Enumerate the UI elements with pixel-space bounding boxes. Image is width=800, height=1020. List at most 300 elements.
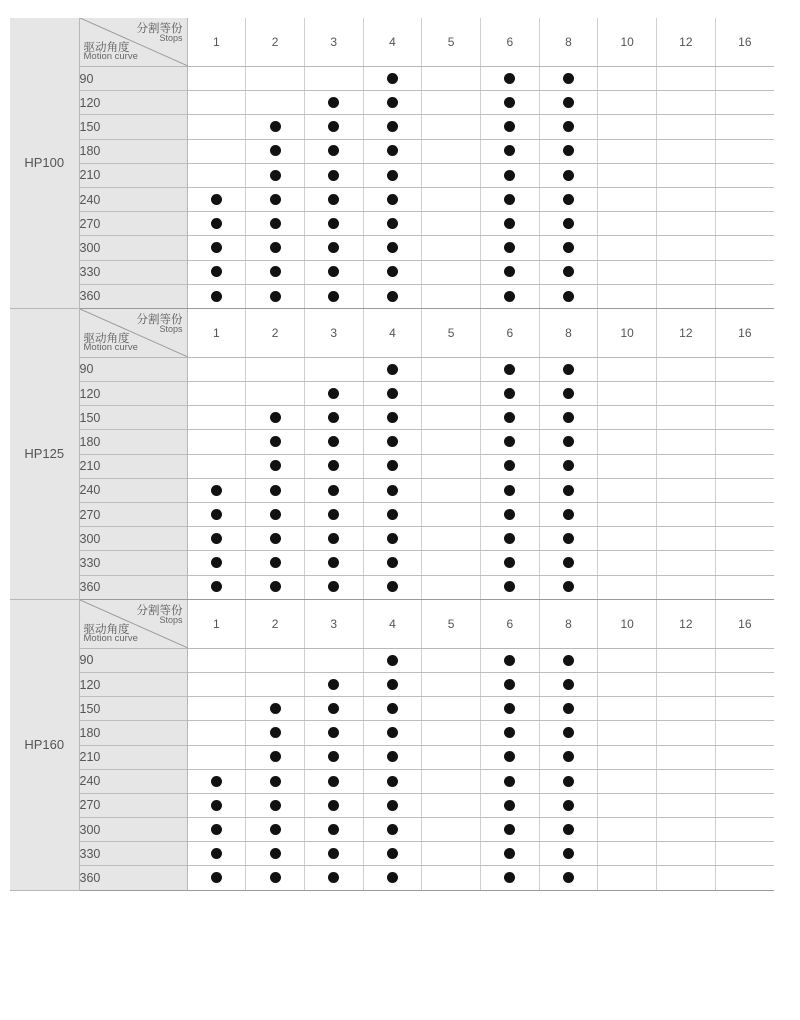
- availability-cell: [304, 697, 363, 721]
- availability-cell: [715, 745, 774, 769]
- available-dot-icon: [504, 291, 515, 302]
- table-row: [10, 551, 774, 575]
- availability-cell: [363, 284, 422, 308]
- availability-cell: [246, 527, 305, 551]
- availability-cell: [657, 163, 716, 187]
- availability-cell: [539, 236, 598, 260]
- table-row: [10, 284, 774, 308]
- available-dot-icon: [328, 557, 339, 568]
- availability-cell: [715, 503, 774, 527]
- availability-cell: [715, 163, 774, 187]
- availability-cell: [480, 551, 539, 575]
- motion-angle-cell: 210: [79, 454, 187, 478]
- available-dot-icon: [563, 800, 574, 811]
- motion-angle-cell: 270: [79, 212, 187, 236]
- availability-cell: [422, 745, 481, 769]
- stops-column-header: 6: [480, 599, 539, 648]
- availability-cell: [363, 478, 422, 502]
- table-row: [10, 67, 774, 91]
- availability-cell: [657, 430, 716, 454]
- availability-cell: [715, 575, 774, 599]
- availability-cell: [304, 163, 363, 187]
- availability-cell: [480, 575, 539, 599]
- availability-cell: [539, 406, 598, 430]
- available-dot-icon: [328, 97, 339, 108]
- available-dot-icon: [387, 533, 398, 544]
- available-dot-icon: [270, 412, 281, 423]
- availability-cell: [187, 67, 246, 91]
- availability-cell: [598, 866, 657, 890]
- availability-cell: [657, 260, 716, 284]
- availability-cell: [715, 842, 774, 866]
- motion-angle-cell: 240: [79, 478, 187, 502]
- availability-cell: [539, 454, 598, 478]
- available-dot-icon: [504, 703, 515, 714]
- available-dot-icon: [387, 436, 398, 447]
- header-corner-cell: [79, 308, 187, 357]
- availability-cell: [598, 769, 657, 793]
- availability-cell: [246, 866, 305, 890]
- available-dot-icon: [504, 800, 515, 811]
- available-dot-icon: [563, 460, 574, 471]
- availability-cell: [657, 503, 716, 527]
- available-dot-icon: [387, 170, 398, 181]
- available-dot-icon: [504, 485, 515, 496]
- availability-cell: [715, 187, 774, 211]
- motion-angle-cell: 120: [79, 91, 187, 115]
- motion-angle-cell: 300: [79, 818, 187, 842]
- motion-angle-cell: 300: [79, 236, 187, 260]
- available-dot-icon: [211, 485, 222, 496]
- stops-column-header: 10: [598, 18, 657, 67]
- available-dot-icon: [211, 218, 222, 229]
- availability-cell: [657, 842, 716, 866]
- availability-cell: [598, 67, 657, 91]
- stops-column-header: 1: [187, 599, 246, 648]
- table-row: [10, 648, 774, 672]
- availability-cell: [246, 672, 305, 696]
- available-dot-icon: [328, 533, 339, 544]
- availability-cell: [363, 187, 422, 211]
- availability-cell: [422, 187, 481, 211]
- available-dot-icon: [504, 751, 515, 762]
- available-dot-icon: [270, 848, 281, 859]
- available-dot-icon: [387, 679, 398, 690]
- availability-cell: [304, 212, 363, 236]
- available-dot-icon: [328, 485, 339, 496]
- stops-column-header: 2: [246, 18, 305, 67]
- availability-cell: [539, 163, 598, 187]
- available-dot-icon: [387, 460, 398, 471]
- availability-cell: [480, 67, 539, 91]
- available-dot-icon: [270, 800, 281, 811]
- availability-cell: [598, 745, 657, 769]
- availability-cell: [187, 745, 246, 769]
- available-dot-icon: [563, 242, 574, 253]
- available-dot-icon: [328, 824, 339, 835]
- availability-cell: [187, 842, 246, 866]
- available-dot-icon: [563, 581, 574, 592]
- availability-cell: [422, 163, 481, 187]
- available-dot-icon: [563, 872, 574, 883]
- availability-cell: [657, 357, 716, 381]
- stops-column-header: 4: [363, 18, 422, 67]
- available-dot-icon: [270, 727, 281, 738]
- available-dot-icon: [270, 266, 281, 277]
- availability-cell: [422, 236, 481, 260]
- availability-cell: [539, 793, 598, 817]
- availability-cell: [187, 575, 246, 599]
- availability-cell: [246, 793, 305, 817]
- availability-cell: [304, 866, 363, 890]
- availability-cell: [598, 115, 657, 139]
- available-dot-icon: [387, 557, 398, 568]
- availability-cell: [715, 236, 774, 260]
- availability-cell: [187, 697, 246, 721]
- availability-cell: [598, 406, 657, 430]
- motion-angle-cell: 360: [79, 575, 187, 599]
- available-dot-icon: [563, 266, 574, 277]
- available-dot-icon: [211, 533, 222, 544]
- stops-column-header: 1: [187, 308, 246, 357]
- availability-cell: [246, 382, 305, 406]
- available-dot-icon: [504, 655, 515, 666]
- availability-cell: [657, 139, 716, 163]
- available-dot-icon: [563, 655, 574, 666]
- motion-angle-cell: 330: [79, 260, 187, 284]
- motion-angle-cell: 180: [79, 721, 187, 745]
- availability-cell: [539, 745, 598, 769]
- availability-cell: [363, 551, 422, 575]
- table-row: [10, 793, 774, 817]
- available-dot-icon: [563, 145, 574, 156]
- availability-cell: [304, 187, 363, 211]
- availability-cell: [715, 406, 774, 430]
- availability-cell: [422, 575, 481, 599]
- availability-cell: [480, 212, 539, 236]
- availability-cell: [187, 866, 246, 890]
- availability-cell: [304, 430, 363, 454]
- availability-cell: [304, 527, 363, 551]
- availability-cell: [539, 430, 598, 454]
- available-dot-icon: [211, 194, 222, 205]
- availability-cell: [363, 91, 422, 115]
- availability-cell: [715, 818, 774, 842]
- availability-cell: [657, 115, 716, 139]
- availability-cell: [187, 648, 246, 672]
- availability-cell: [715, 115, 774, 139]
- available-dot-icon: [563, 291, 574, 302]
- availability-cell: [422, 793, 481, 817]
- availability-cell: [480, 745, 539, 769]
- availability-cell: [246, 430, 305, 454]
- availability-cell: [304, 672, 363, 696]
- motion-angle-cell: 90: [79, 357, 187, 381]
- availability-cell: [480, 478, 539, 502]
- availability-cell: [304, 236, 363, 260]
- availability-cell: [598, 842, 657, 866]
- available-dot-icon: [328, 194, 339, 205]
- motion-angle-cell: 150: [79, 697, 187, 721]
- available-dot-icon: [328, 436, 339, 447]
- availability-cell: [598, 212, 657, 236]
- table-row: [10, 163, 774, 187]
- availability-cell: [246, 260, 305, 284]
- motion-angle-cell: 330: [79, 842, 187, 866]
- available-dot-icon: [504, 170, 515, 181]
- available-dot-icon: [387, 776, 398, 787]
- available-dot-icon: [387, 242, 398, 253]
- availability-cell: [480, 721, 539, 745]
- availability-cell: [246, 406, 305, 430]
- availability-cell: [539, 67, 598, 91]
- availability-cell: [480, 260, 539, 284]
- stops-label-cn: 分割等份: [136, 313, 183, 326]
- availability-cell: [657, 478, 716, 502]
- motion-angle-cell: 90: [79, 648, 187, 672]
- availability-cell: [657, 769, 716, 793]
- table-row: [10, 769, 774, 793]
- availability-cell: [422, 866, 481, 890]
- availability-cell: [304, 406, 363, 430]
- availability-cell: [363, 67, 422, 91]
- motion-angle-cell: 240: [79, 769, 187, 793]
- availability-cell: [363, 357, 422, 381]
- available-dot-icon: [211, 800, 222, 811]
- availability-cell: [363, 115, 422, 139]
- available-dot-icon: [328, 170, 339, 181]
- motion-angle-cell: 150: [79, 115, 187, 139]
- table-row: [10, 454, 774, 478]
- available-dot-icon: [270, 557, 281, 568]
- stops-column-header: 3: [304, 18, 363, 67]
- available-dot-icon: [504, 679, 515, 690]
- table-row: [10, 721, 774, 745]
- availability-cell: [246, 91, 305, 115]
- availability-cell: [187, 91, 246, 115]
- available-dot-icon: [563, 170, 574, 181]
- motion-angle-cell: 210: [79, 163, 187, 187]
- availability-cell: [187, 454, 246, 478]
- available-dot-icon: [504, 145, 515, 156]
- availability-cell: [422, 430, 481, 454]
- availability-cell: [539, 91, 598, 115]
- availability-cell: [187, 478, 246, 502]
- availability-cell: [422, 139, 481, 163]
- availability-cell: [246, 769, 305, 793]
- available-dot-icon: [387, 97, 398, 108]
- available-dot-icon: [328, 848, 339, 859]
- section-header-row: [10, 599, 774, 648]
- available-dot-icon: [563, 848, 574, 859]
- availability-cell: [246, 745, 305, 769]
- availability-cell: [304, 260, 363, 284]
- availability-cell: [187, 430, 246, 454]
- available-dot-icon: [387, 73, 398, 84]
- availability-cell: [598, 91, 657, 115]
- stops-column-header: 4: [363, 599, 422, 648]
- availability-cell: [715, 648, 774, 672]
- available-dot-icon: [387, 266, 398, 277]
- spec-table-body: [10, 18, 774, 890]
- availability-cell: [598, 187, 657, 211]
- availability-cell: [657, 721, 716, 745]
- availability-cell: [598, 382, 657, 406]
- availability-cell: [422, 406, 481, 430]
- available-dot-icon: [563, 776, 574, 787]
- spec-table-container: [10, 18, 774, 891]
- availability-cell: [480, 842, 539, 866]
- motion-angle-cell: 210: [79, 745, 187, 769]
- availability-cell: [539, 818, 598, 842]
- availability-cell: [187, 721, 246, 745]
- availability-cell: [715, 430, 774, 454]
- motion-angle-cell: 120: [79, 672, 187, 696]
- availability-cell: [363, 575, 422, 599]
- available-dot-icon: [387, 872, 398, 883]
- availability-cell: [539, 866, 598, 890]
- availability-cell: [187, 212, 246, 236]
- availability-cell: [480, 284, 539, 308]
- availability-cell: [422, 478, 481, 502]
- availability-cell: [363, 793, 422, 817]
- available-dot-icon: [504, 364, 515, 375]
- availability-cell: [304, 139, 363, 163]
- availability-cell: [304, 575, 363, 599]
- availability-cell: [304, 115, 363, 139]
- motion-angle-cell: 150: [79, 406, 187, 430]
- table-row: [10, 260, 774, 284]
- availability-cell: [539, 284, 598, 308]
- stops-column-header: 10: [598, 308, 657, 357]
- available-dot-icon: [387, 485, 398, 496]
- availability-cell: [422, 260, 481, 284]
- available-dot-icon: [387, 581, 398, 592]
- available-dot-icon: [270, 872, 281, 883]
- available-dot-icon: [270, 533, 281, 544]
- available-dot-icon: [387, 509, 398, 520]
- table-row: [10, 503, 774, 527]
- available-dot-icon: [504, 727, 515, 738]
- availability-cell: [539, 187, 598, 211]
- stops-column-header: 8: [539, 308, 598, 357]
- availability-cell: [187, 382, 246, 406]
- availability-cell: [246, 212, 305, 236]
- availability-cell: [422, 115, 481, 139]
- availability-cell: [539, 115, 598, 139]
- availability-cell: [187, 357, 246, 381]
- stops-column-header: 16: [715, 308, 774, 357]
- motion-angle-cell: 360: [79, 284, 187, 308]
- table-row: [10, 527, 774, 551]
- availability-cell: [715, 91, 774, 115]
- availability-cell: [598, 721, 657, 745]
- available-dot-icon: [504, 194, 515, 205]
- availability-cell: [363, 139, 422, 163]
- availability-cell: [363, 842, 422, 866]
- availability-cell: [539, 769, 598, 793]
- motion-curve-label-en: Motion curve: [83, 51, 138, 62]
- available-dot-icon: [328, 727, 339, 738]
- available-dot-icon: [270, 776, 281, 787]
- availability-cell: [539, 697, 598, 721]
- stops-column-header: 12: [657, 18, 716, 67]
- availability-cell: [187, 769, 246, 793]
- availability-cell: [598, 551, 657, 575]
- availability-cell: [363, 866, 422, 890]
- availability-cell: [246, 842, 305, 866]
- model-label: HP100: [10, 18, 79, 308]
- availability-cell: [246, 187, 305, 211]
- available-dot-icon: [504, 460, 515, 471]
- stops-column-header: 8: [539, 18, 598, 67]
- availability-cell: [422, 842, 481, 866]
- availability-cell: [480, 866, 539, 890]
- motion-angle-cell: 120: [79, 382, 187, 406]
- availability-cell: [657, 67, 716, 91]
- availability-cell: [187, 818, 246, 842]
- availability-cell: [480, 769, 539, 793]
- table-row: [10, 866, 774, 890]
- availability-cell: [246, 575, 305, 599]
- available-dot-icon: [387, 121, 398, 132]
- availability-cell: [422, 697, 481, 721]
- available-dot-icon: [387, 388, 398, 399]
- available-dot-icon: [328, 460, 339, 471]
- availability-cell: [363, 212, 422, 236]
- available-dot-icon: [504, 73, 515, 84]
- available-dot-icon: [211, 509, 222, 520]
- table-row: [10, 115, 774, 139]
- availability-cell: [480, 139, 539, 163]
- availability-cell: [715, 478, 774, 502]
- available-dot-icon: [504, 848, 515, 859]
- availability-cell: [422, 503, 481, 527]
- availability-cell: [363, 260, 422, 284]
- availability-cell: [480, 430, 539, 454]
- availability-cell: [363, 648, 422, 672]
- table-row: [10, 697, 774, 721]
- availability-cell: [246, 357, 305, 381]
- availability-cell: [422, 382, 481, 406]
- motion-angle-cell: 240: [79, 187, 187, 211]
- available-dot-icon: [211, 824, 222, 835]
- available-dot-icon: [270, 291, 281, 302]
- availability-cell: [422, 551, 481, 575]
- available-dot-icon: [270, 436, 281, 447]
- table-row: [10, 357, 774, 381]
- availability-cell: [657, 648, 716, 672]
- availability-cell: [363, 430, 422, 454]
- available-dot-icon: [563, 533, 574, 544]
- stops-column-header: 2: [246, 308, 305, 357]
- availability-cell: [715, 769, 774, 793]
- availability-cell: [187, 236, 246, 260]
- availability-cell: [598, 672, 657, 696]
- availability-cell: [422, 672, 481, 696]
- available-dot-icon: [387, 848, 398, 859]
- table-row: [10, 575, 774, 599]
- available-dot-icon: [387, 824, 398, 835]
- availability-cell: [539, 721, 598, 745]
- availability-cell: [657, 745, 716, 769]
- availability-cell: [715, 67, 774, 91]
- availability-cell: [657, 551, 716, 575]
- available-dot-icon: [387, 218, 398, 229]
- availability-cell: [480, 357, 539, 381]
- availability-cell: [539, 382, 598, 406]
- available-dot-icon: [563, 436, 574, 447]
